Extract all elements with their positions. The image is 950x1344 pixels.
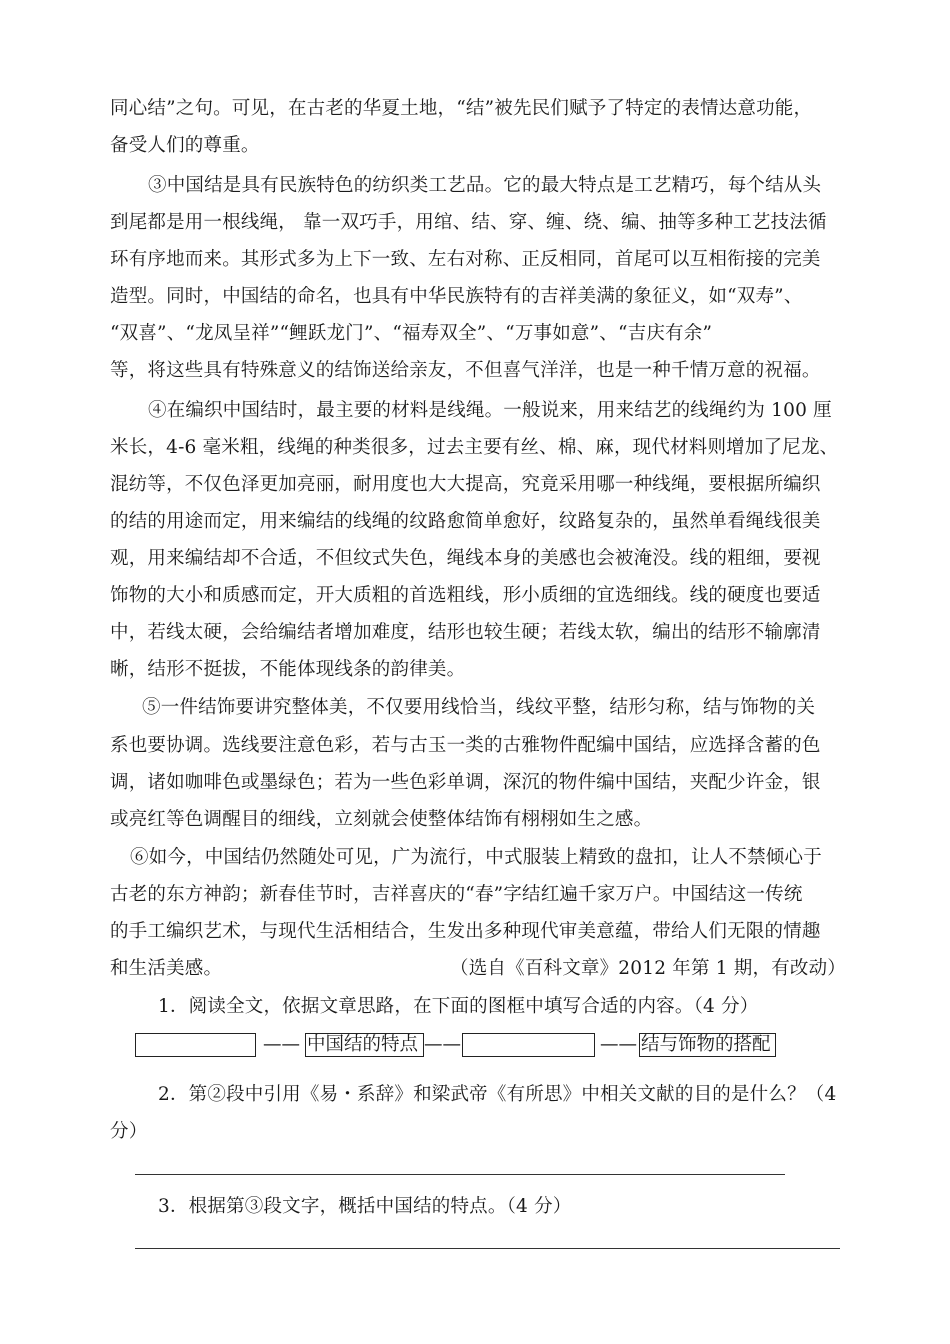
- text-line: 晰，结形不挺拔，不能体现线条的韵律美。: [110, 659, 466, 680]
- flow-dash: ——: [600, 1034, 637, 1055]
- flow-dash: ——: [424, 1034, 461, 1055]
- text-line: ⑥如今，中国结仍然随处可见，广为流行，中式服装上精致的盘扣，让人不禁倾心于: [130, 847, 822, 868]
- text-line: 环有序地而来。其形式多为上下一致、左右对称、正反相同，首尾可以互相衔接的完美: [110, 249, 821, 270]
- answer-line-q2[interactable]: [135, 1174, 785, 1175]
- text-line: 古老的东方神韵；新春佳节时，吉祥喜庆的“春”字结红遍千家万户。中国结这一传统: [110, 884, 803, 905]
- text-line: 备受人们的尊重。: [110, 135, 260, 156]
- flow-dash: ——: [263, 1034, 300, 1055]
- text-line: 观，用来编结却不合适，不但纹式失色，绳线本身的美感也会被淹没。线的粗细，要视: [110, 548, 821, 569]
- text-line: “双喜”、“龙凤呈祥”“鲤跃龙门”、“福寿双全”、“万事如意”、“吉庆有余”: [110, 323, 713, 344]
- text-line: 造型。同时，中国结的命名，也具有中华民族特有的吉祥美满的象征义，如“双寿”、: [110, 286, 803, 307]
- answer-box-1[interactable]: [135, 1033, 256, 1057]
- text-line: 的结的用途而定，用来编结的线绳的纹路愈简单愈好，纹路复杂的，虽然单看绳线很美: [110, 511, 821, 532]
- text-line: 的手工编织艺术，与现代生活相结合，生发出多种现代审美意蕴，带给人们无限的情趣: [110, 921, 821, 942]
- question-2: 2．第②段中引用《易・系辞》和梁武帝《有所思》中相关文献的目的是什么？（4: [158, 1084, 837, 1105]
- text-line: 同心结”之句。可见，在古老的华夏土地，“结”被先民们赋予了特定的表情达意功能，: [110, 98, 813, 119]
- source-citation: （选自《百科文章》2012 年第 1 期，有改动）: [450, 958, 846, 979]
- text-line: 和生活美感。: [110, 958, 223, 979]
- text-line: 混纺等，不仅色泽更加亮丽，耐用度也大大提高，究竟采用哪一种线绳，要根据所编织: [110, 474, 821, 495]
- answer-line-q3[interactable]: [135, 1248, 840, 1249]
- text-line: 系也要协调。选线要注意色彩，若与古玉一类的古雅物件配编中国结，应选择含蓄的色: [110, 735, 821, 756]
- question-2-cont: 分）: [110, 1121, 148, 1142]
- answer-box-2[interactable]: [462, 1033, 595, 1057]
- text-line: ⑤一件结饰要讲究整体美，不仅要用线恰当，线纹平整，结形匀称，结与饰物的关: [142, 697, 816, 718]
- text-line: ③中国结是具有民族特色的纺织类工艺品。它的最大特点是工艺精巧，每个结从头: [148, 175, 822, 196]
- text-line: 饰物的大小和质感而定，开大质粗的首选粗线，形小质细的宜选细线。线的硬度也要适: [110, 585, 821, 606]
- text-line: 等，将这些具有特殊意义的结饰送给亲友，不但喜气洋洋，也是一种千情万意的祝福。: [110, 360, 821, 381]
- flow-box-matching: 结与饰物的搭配: [639, 1033, 776, 1057]
- text-line: 或亮红等色调醒目的细线，立刻就会使整体结饰有栩栩如生之感。: [110, 809, 653, 830]
- text-line: 调，诸如咖啡色或墨绿色；若为一些色彩单调，深沉的物件编中国结，夹配少许金，银: [110, 772, 821, 793]
- text-line: 中，若线太硬，会给编结者增加难度，结形也较生硬；若线太软，编出的结形不输廓清: [110, 622, 821, 643]
- flow-box-features: 中国结的特点: [305, 1033, 424, 1057]
- text-line: ④在编织中国结时，最主要的材料是线绳。一般说来，用来结艺的线绳约为 100 厘: [148, 400, 832, 421]
- text-line: 到尾都是用一根线绳， 靠一双巧手，用绾、结、穿、缠、绕、编、抽等多种工艺技法循: [110, 212, 827, 233]
- question-1: 1．阅读全文，依据文章思路，在下面的图框中填写合适的内容。（4 分）: [158, 996, 759, 1017]
- question-3: 3．根据第③段文字，概括中国结的特点。（4 分）: [158, 1196, 572, 1217]
- text-line: 米长，4-6 毫米粗，线绳的种类很多，过去主要有丝、棉、麻，现代材料则增加了尼龙、: [110, 437, 839, 458]
